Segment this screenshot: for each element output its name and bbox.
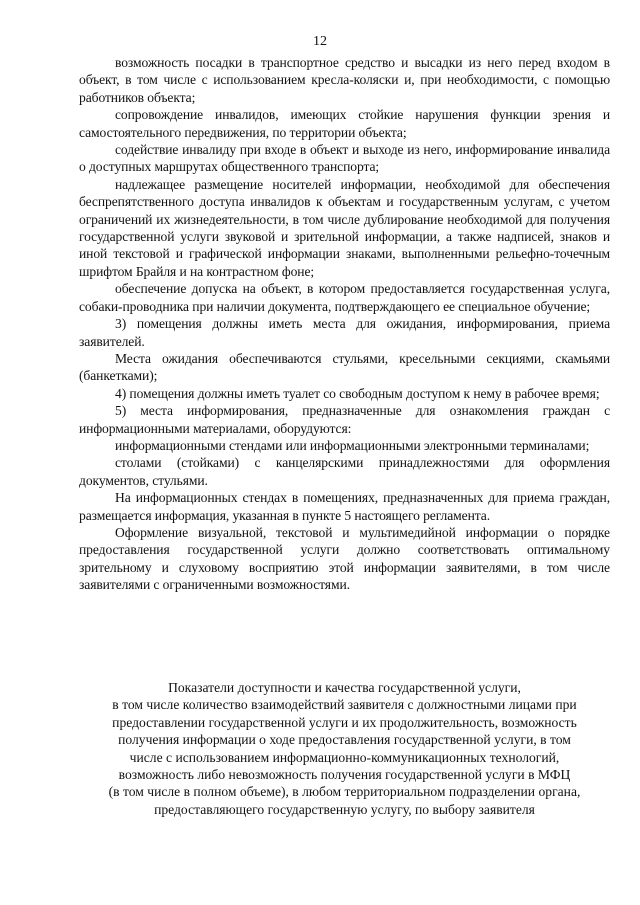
paragraph: 4) помещения должны иметь туалет со свободным доступом к нему в рабочее время;	[115, 385, 600, 401]
section-heading-line: (в том числе в полном объеме), в любом территориальном подразделении органа,	[108, 784, 581, 800]
section-heading-line: в том числе количество взаимодействий заявителя с должностными лицами при	[112, 697, 577, 713]
paragraph: информационными стендами или информационными электронными терминалами;	[115, 437, 590, 453]
section-heading	[79, 679, 610, 818]
paragraph: сопровождение инвалидов, имеющих стойкие нарушения функции зрения и самостоятельного передвижения, по территории объекта;	[79, 107, 610, 140]
paragraph: надлежащее размещение носителей информации, необходимой для обеспечения беспрепятственного доступа инвалидов к объектам и государственным услугам, с учетом ограничений их жизнедеятельности, в том числе дублирование необходимой для получения государственной услуги звуковой и зрительной информации, а также надписей, знаков и иной текстовой и графической информации знаками, выполненными рельефно-точечным шрифтом Брайля и на контрастном фоне;	[79, 176, 610, 279]
paragraph: обеспечение допуска на объект, в котором предоставляется государственная услуга, собаки-проводника при наличии документа, подтверждающего ее специальное обучение;	[79, 281, 610, 314]
paragraph: На информационных стендах в помещениях, предназначенных для приема граждан, размещается информация, указанная в пункте 5 настоящего регламента.	[79, 490, 610, 523]
page-number: 12	[313, 34, 327, 49]
paragraph: возможность посадки в транспортное средство и высадки из него перед входом в объект, в том числе с использованием кресла-коляски и, при необходимости, с помощью работников объекта;	[79, 55, 610, 105]
paragraph: 3) помещения должны иметь места для ожидания, информирования, приема заявителей.	[79, 316, 610, 349]
paragraph: содействие инвалиду при входе в объект и выходе из него, информирование инвалида о доступных маршрутах общественного транспорта;	[79, 142, 610, 175]
paragraph: столами (стойками) с канцелярскими принадлежностями для оформления документов, стульями.	[79, 455, 610, 488]
paragraph: Места ожидания обеспечиваются стульями, кресельными секциями, скамьями (банкетками);	[79, 350, 610, 384]
paragraph: Оформление визуальной, текстовой и мультимедийной информации о порядке предоставления государственной услуги должно соответствовать оптимальному зрительному и слуховому восприятию этой информации заявителями, в том числе заявителями с ограниченными возможностями.	[79, 524, 610, 593]
section-heading-line: возможность либо невозможность получения государственной услуги в МФЦ	[118, 767, 571, 783]
paragraph: 5) места информирования, предназначенные для ознакомления граждан с информационными материалами, оборудуются:	[79, 403, 610, 436]
section-heading-line: числе с использованием информационно-коммуникационных технологий,	[129, 749, 560, 765]
section-heading-line: предоставляющего государственную услугу, по выбору заявителя	[154, 801, 535, 817]
regulation-body-text	[79, 54, 610, 594]
section-heading-line: получения информации о ходе предоставления государственной услуги, в том	[118, 732, 571, 748]
section-heading-line: предоставлении государственной услуги и их продолжительность, возможность	[112, 714, 577, 730]
section-heading-line: Показатели доступности и качества государственной услуги,	[168, 680, 521, 695]
